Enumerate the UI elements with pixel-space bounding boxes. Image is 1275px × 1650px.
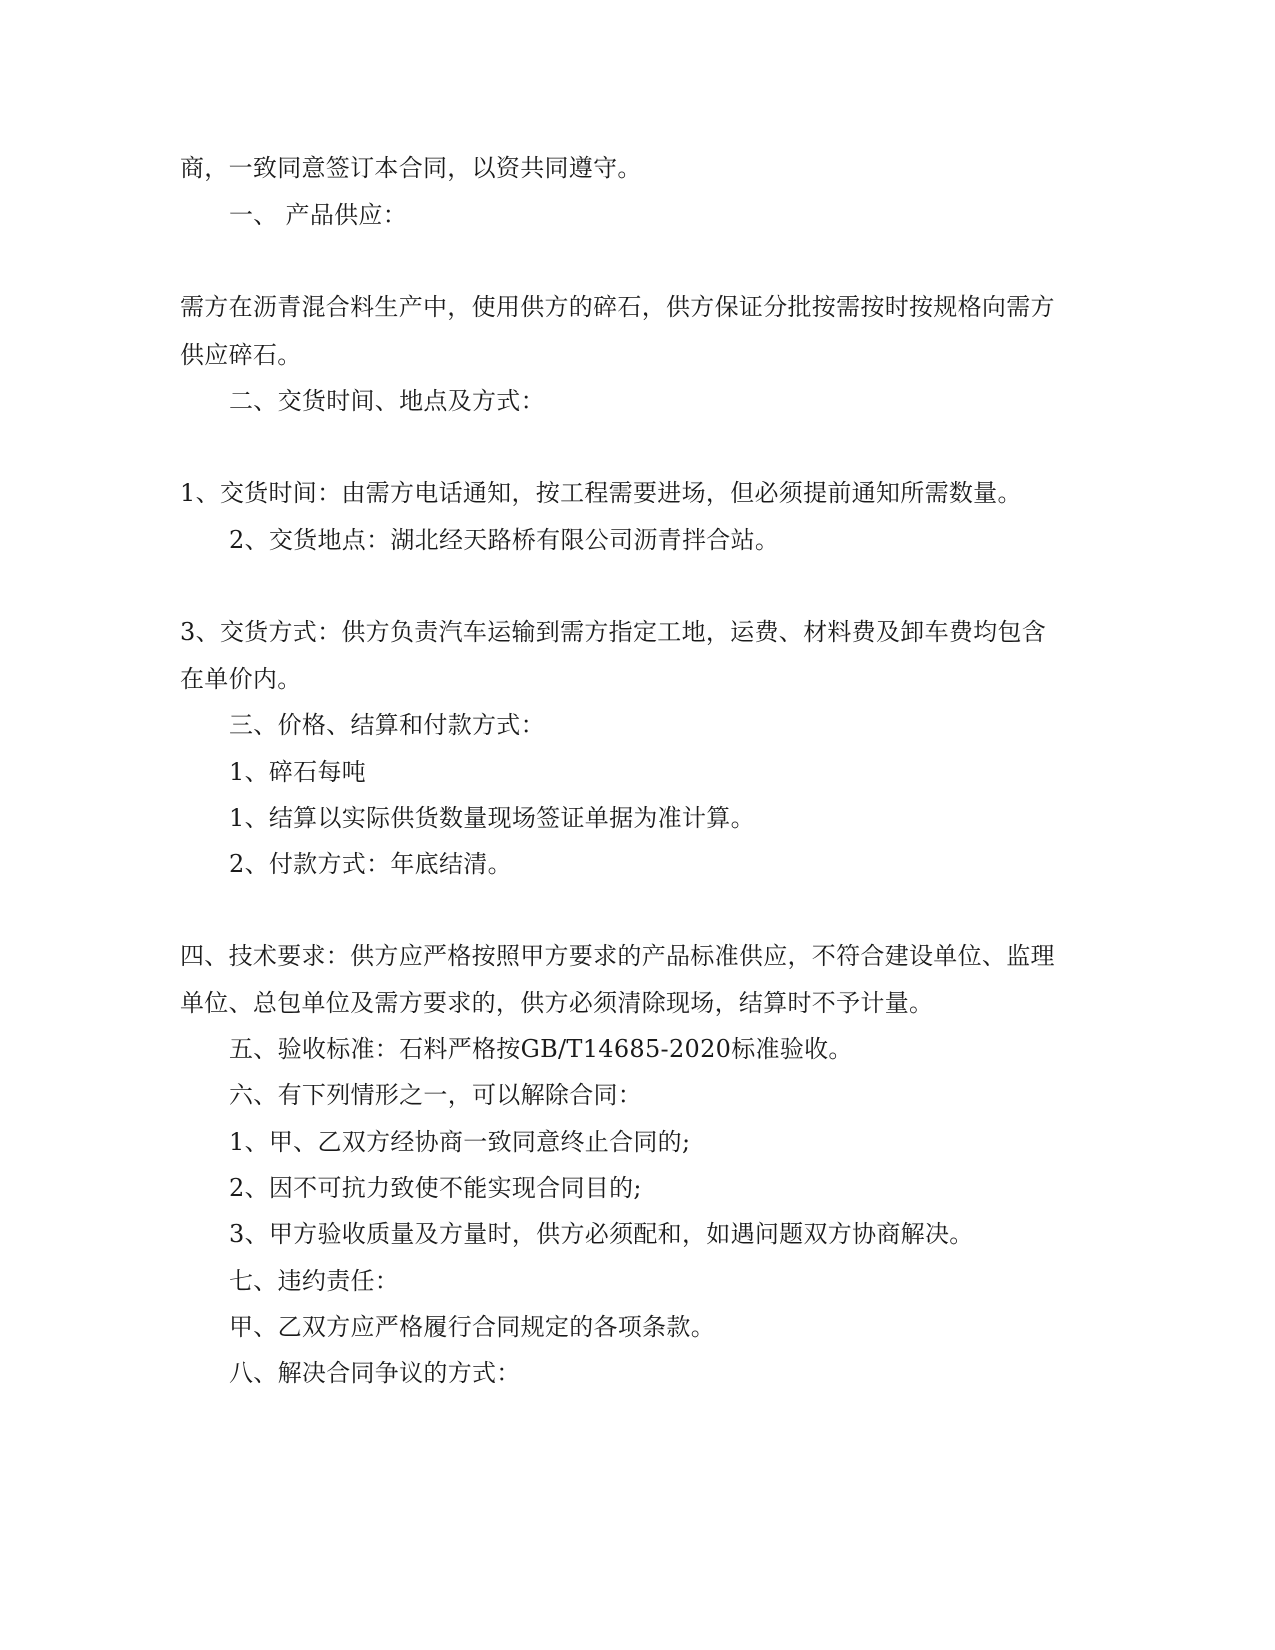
list-item: 1、碎石每吨 (229, 758, 367, 786)
section-heading: 三、价格、结算和付款方式： (229, 711, 545, 739)
section-heading: 一、 产品供应： (229, 201, 408, 229)
paragraph-line: 甲、乙双方应严格履行合同规定的各项条款。 (229, 1313, 715, 1341)
list-item: 2、因不可抗力致使不能实现合同目的; (229, 1174, 642, 1202)
section-heading: 六、有下列情形之一，可以解除合同： (229, 1081, 643, 1109)
paragraph-line: 单位、总包单位及需方要求的，供方必须清除现场，结算时不予计量。 (180, 989, 934, 1017)
section-heading: 七、违约责任： (229, 1267, 400, 1295)
section-heading: 二、交货时间、地点及方式： (229, 387, 545, 415)
section-heading: 四、技术要求：供方应严格按照甲方要求的产品标准供应，不符合建设单位、监理 (180, 942, 1055, 970)
paragraph-line: 商，一致同意签订本合同，以资共同遵守。 (180, 154, 642, 182)
list-item: 2、交货地点：湖北经天路桥有限公司沥青拌合站。 (229, 526, 780, 554)
section-heading: 八、解决合同争议的方式： (229, 1359, 521, 1387)
list-item: 3、交货方式：供方负责汽车运输到需方指定工地，运费、材料费及卸车费均包含 (180, 618, 1047, 646)
list-item: 1、结算以实际供货数量现场签证单据为准计算。 (229, 804, 755, 832)
paragraph-line: 需方在沥青混合料生产中，使用供方的碎石，供方保证分批按需按时按规格向需方 (180, 293, 1055, 321)
paragraph-line: 在单价内。 (180, 665, 302, 693)
list-item: 1、甲、乙双方经协商一致同意终止合同的; (229, 1128, 691, 1156)
list-item: 1、交货时间：由需方电话通知，按工程需要进场，但必须提前通知所需数量。 (180, 479, 1022, 507)
list-item: 3、甲方验收质量及方量时，供方必须配和，如遇问题双方协商解决。 (229, 1220, 974, 1248)
section-heading: 五、验收标准：石料严格按GB/T14685-2020标准验收。 (229, 1035, 853, 1063)
paragraph-line: 供应碎石。 (180, 341, 302, 369)
list-item: 2、付款方式：年底结清。 (229, 850, 512, 878)
